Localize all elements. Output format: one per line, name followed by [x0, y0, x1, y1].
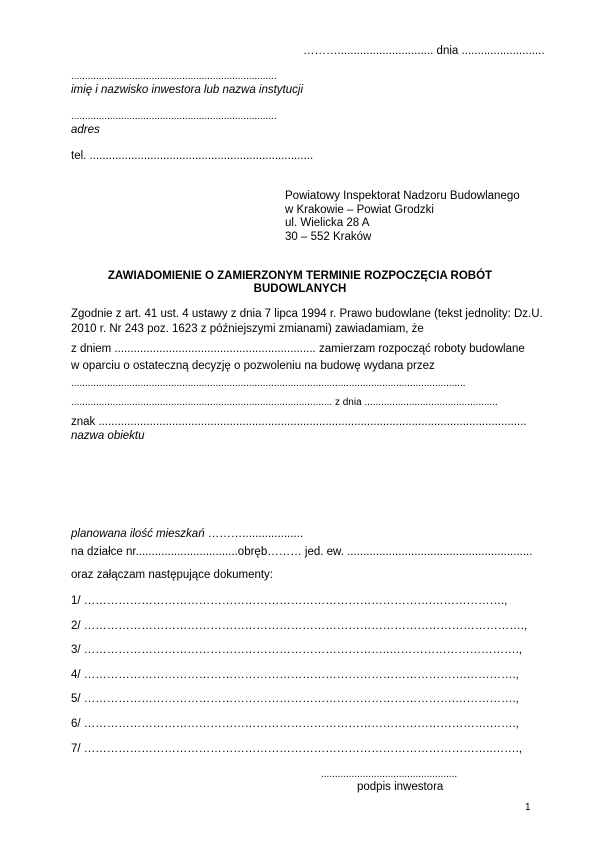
- document-number: 3/: [71, 644, 81, 656]
- legal-basis-line-1: Zgodnie z art. 41 ust. 4 ustawy z dnia 7 lipca 1994 r. Prawo budowlane (tekst jednolity: Dz.U.: [71, 308, 543, 320]
- signature-label: podpis inwestora: [357, 781, 444, 793]
- legal-basis-line-2: 2010 r. Nr 243 poz. 1623 z późniejszymi zmianami) zawiadamiam, że: [71, 323, 424, 335]
- document-number: 4/: [71, 669, 81, 681]
- flats-count-label: planowana ilość mieszkań: [71, 528, 205, 540]
- recipient-line-2: w Krakowie – Powiat Grodzki: [285, 204, 434, 216]
- document-dots[interactable]: ……………………………………………………………………..…………………………….,: [83, 644, 523, 656]
- decision-date-field[interactable]: .............................................................................................. z dnia ................................................: [71, 397, 498, 408]
- attachments-label: oraz załączam następujące dokumenty:: [71, 569, 273, 581]
- document-item-5[interactable]: [71, 692, 519, 706]
- document-item-7[interactable]: [71, 742, 522, 756]
- document-item-1[interactable]: [71, 594, 507, 608]
- document-dots[interactable]: ……………………………………………………………………………………………..…….,: [83, 743, 523, 755]
- document-number: 1/: [71, 595, 81, 607]
- document-dots[interactable]: ……………………………………………………………………………………….………….,: [83, 669, 519, 681]
- page-number: 1: [525, 802, 531, 813]
- signature-field[interactable]: .................................................: [321, 769, 458, 780]
- document-dots[interactable]: …………………………………………………………………………………….…………….,: [83, 693, 519, 705]
- date-line[interactable]: ……….............................. dnia ..........................: [303, 45, 545, 57]
- recipient-line-3: ul. Wielicka 28 A: [285, 217, 370, 229]
- investor-name-label: imię i nazwisko inwestora lub nazwa instytucji: [71, 84, 304, 96]
- document-item-6[interactable]: [71, 717, 519, 731]
- document-item-3[interactable]: [71, 643, 522, 657]
- document-dots[interactable]: ……………………………………………………………………………….……………….,: [83, 595, 508, 607]
- decision-sign-field[interactable]: znak ......................................................................................................................................: [71, 416, 527, 428]
- plot-number-field[interactable]: na działce nr................................obręb……… jed. ew. ..........................................................: [71, 546, 533, 558]
- flats-count-field[interactable]: [71, 527, 303, 541]
- document-title-line-1: ZAWIADOMIENIE O ZAMIERZONYM TERMINIE ROZPOCZĘCIA ROBÓT: [107, 270, 493, 282]
- document-number: 2/: [71, 620, 81, 632]
- investor-phone-field[interactable]: tel. ......................................................................: [71, 150, 314, 162]
- document-item-4[interactable]: [71, 668, 519, 682]
- document-number: 6/: [71, 718, 81, 730]
- recipient-line-1: Powiatowy Inspektorat Nadzoru Budowlanego: [285, 190, 520, 202]
- investor-address-label: adres: [71, 124, 100, 136]
- document-item-2[interactable]: [71, 619, 527, 633]
- document-number: 5/: [71, 693, 81, 705]
- start-date-field[interactable]: z dniem ............................................................... zamierzam rozpocząć roboty budowlane: [71, 343, 525, 355]
- issuer-field[interactable]: ..............................................................................................................................................: [71, 378, 466, 389]
- investor-name-field[interactable]: ..........................................................................: [71, 71, 277, 82]
- object-name-label: nazwa obiektu: [71, 430, 145, 442]
- document-title-line-2: BUDOWLANYCH: [253, 283, 347, 295]
- document-dots[interactable]: …………………………………………………………………………………………….…….,: [83, 718, 519, 730]
- investor-address-field[interactable]: ..........................................................................: [71, 111, 277, 122]
- document-number: 7/: [71, 743, 81, 755]
- decision-line: w oparciu o ostateczną decyzję o pozwoleniu na budowę wydana przez: [71, 360, 435, 372]
- document-dots[interactable]: …………………………………………………………………………………………………….,: [83, 620, 528, 632]
- recipient-line-4: 30 – 552 Kraków: [285, 231, 372, 243]
- flats-count-dots[interactable]: ………...................: [204, 528, 304, 540]
